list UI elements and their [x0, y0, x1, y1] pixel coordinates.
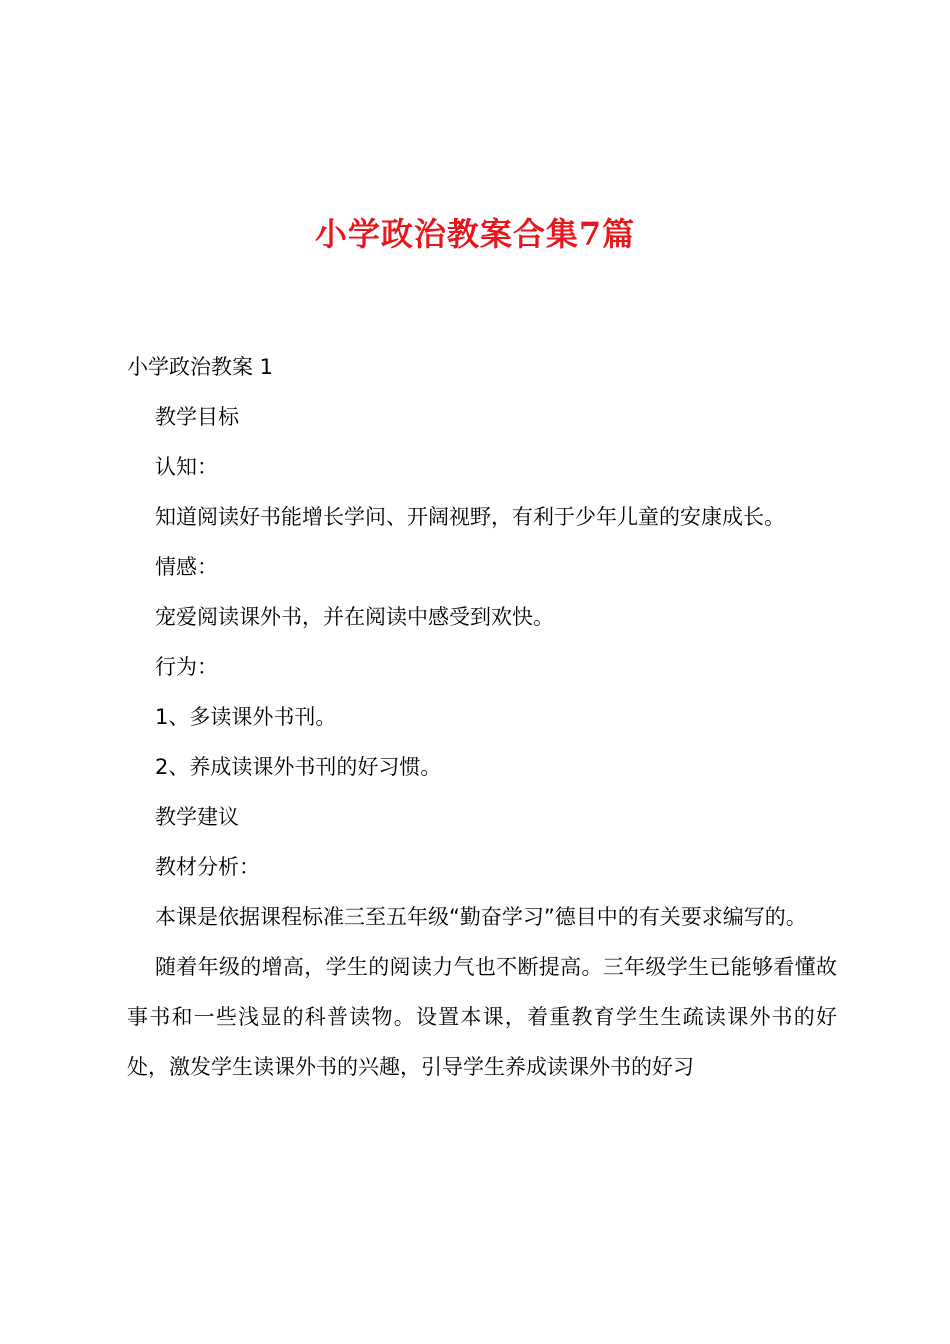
body-line: 知道阅读好书能增长学问、开阔视野，有利于少年儿童的安康成长。 [155, 505, 785, 529]
body-line: 教学建议 [155, 805, 239, 829]
body-paragraph: 本课是依据课程标准三至五年级“勤奋学习”德目中的有关要求编写的。 [155, 905, 807, 929]
body-line: 教学目标 [155, 405, 239, 429]
section-heading: 小学政治教案 1 [127, 355, 274, 379]
body-line: 1、多读课外书刊。 [155, 705, 337, 729]
document-title: 小学政治教案合集7篇 [314, 215, 636, 253]
body-line: 2、养成读课外书刊的好习惯。 [155, 755, 442, 779]
body-line: 行为： [155, 655, 218, 679]
body-line: 情感： [155, 555, 218, 579]
body-paragraph: 随着年级的增高，学生的阅读力气也不断提高。三年级学生已能够看懂故事书和一些浅显的科普读物。设置本课，着重教育学生生疏读课外书的好处，激发学生读课外书的兴趣，引导学生养成读课外书的好习 [127, 955, 837, 1079]
document-body [127, 342, 837, 1092]
body-line: 认知： [155, 455, 218, 479]
body-line: 教材分析： [155, 855, 260, 879]
body-line: 宠爱阅读课外书，并在阅读中感受到欢快。 [155, 605, 554, 629]
